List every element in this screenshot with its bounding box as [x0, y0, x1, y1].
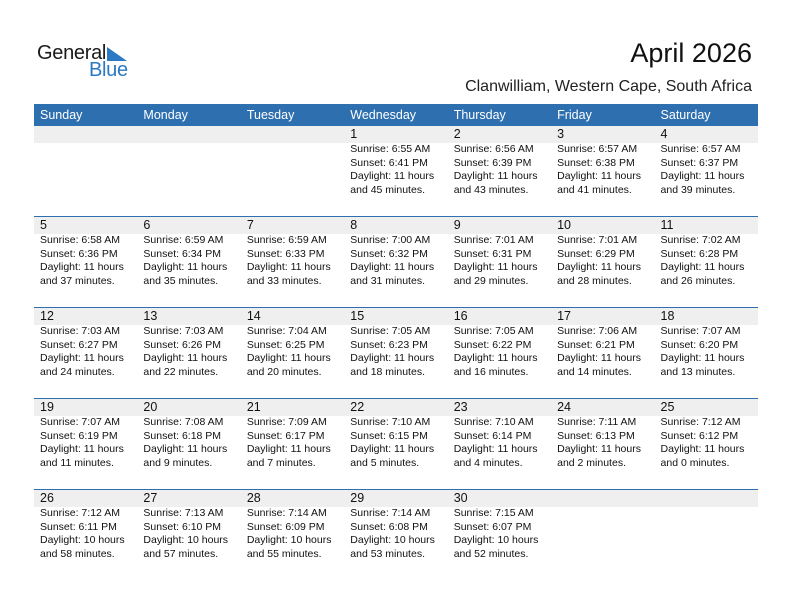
weekday-header-monday: Monday — [143, 108, 188, 122]
daylight-text: Daylight: 11 hours — [350, 352, 435, 364]
day-number: 6 — [143, 218, 151, 232]
daylight-text: Daylight: 11 hours — [143, 443, 228, 455]
daylight-text: Daylight: 11 hours — [453, 261, 538, 273]
day-number — [557, 490, 654, 507]
daylight-text: Daylight: 11 hours — [246, 352, 331, 364]
minutes-text: and 26 minutes. — [660, 274, 736, 287]
location-subtitle: Clanwilliam, Western Cape, South Africa — [465, 78, 752, 95]
sunrise-text: Sunrise: 7:07 AM — [40, 416, 120, 428]
daylight-text: Daylight: 10 hours — [246, 534, 332, 546]
minutes-text: and 29 minutes. — [453, 274, 529, 287]
minutes-text: and 22 minutes. — [143, 365, 219, 378]
sunrise-text: Sunrise: 7:12 AM — [40, 507, 120, 519]
sunrise-text: Sunrise: 6:56 AM — [453, 143, 534, 155]
minutes-text: and 45 minutes. — [350, 183, 425, 196]
minutes-text: and 35 minutes. — [143, 274, 219, 287]
sunset-text: Sunset: 6:14 PM — [453, 429, 532, 442]
day-number: 10 — [557, 218, 572, 232]
day-cell — [137, 217, 240, 288]
minutes-text: and 20 minutes. — [246, 365, 322, 378]
day-cell — [344, 126, 447, 197]
minutes-text: and 39 minutes. — [660, 183, 736, 196]
day-number: 28 — [246, 491, 261, 505]
sunset-text: Sunset: 6:28 PM — [660, 247, 739, 260]
daylight-text: Daylight: 11 hours — [246, 261, 331, 273]
day-cell — [137, 308, 240, 379]
day-cell — [344, 217, 447, 288]
minutes-text: and 7 minutes. — [246, 456, 316, 469]
day-cell — [655, 490, 758, 561]
sunset-text: Sunset: 6:08 PM — [350, 520, 428, 533]
daylight-text: Daylight: 10 hours — [143, 534, 229, 546]
sunrise-text: Sunrise: 7:03 AM — [40, 325, 120, 337]
daylight-text: Daylight: 10 hours — [453, 534, 539, 546]
day-cell — [137, 126, 240, 197]
sunrise-text: Sunrise: 6:59 AM — [246, 234, 327, 246]
day-number: 3 — [557, 127, 565, 141]
daylight-text: Daylight: 11 hours — [453, 443, 538, 455]
daylight-text: Daylight: 11 hours — [660, 261, 745, 273]
sunrise-text: Sunrise: 7:09 AM — [246, 416, 327, 428]
sunrise-text: Sunrise: 7:05 AM — [350, 325, 431, 337]
weekday-header-saturday: Saturday — [660, 108, 711, 122]
day-cell — [344, 399, 447, 470]
day-cell — [551, 308, 654, 379]
daylight-text: Daylight: 11 hours — [40, 443, 124, 455]
day-cell — [655, 399, 758, 470]
week-row — [34, 307, 758, 398]
sunrise-text: Sunrise: 6:58 AM — [40, 234, 120, 246]
sunrise-text: Sunrise: 6:59 AM — [143, 234, 224, 246]
sunset-text: Sunset: 6:41 PM — [350, 156, 428, 169]
day-cell — [448, 399, 551, 470]
minutes-text: and 0 minutes. — [660, 456, 730, 469]
minutes-text: and 14 minutes. — [557, 365, 632, 378]
sunset-text: Sunset: 6:34 PM — [143, 247, 222, 260]
sunrise-text: Sunrise: 6:57 AM — [557, 143, 638, 155]
sunset-text: Sunset: 6:09 PM — [246, 520, 325, 533]
minutes-text: and 28 minutes. — [557, 274, 632, 287]
daylight-text: Daylight: 11 hours — [557, 352, 641, 364]
minutes-text: and 18 minutes. — [350, 365, 425, 378]
minutes-text: and 57 minutes. — [143, 547, 219, 560]
week-row — [34, 489, 758, 580]
sunset-text: Sunset: 6:11 PM — [40, 520, 117, 533]
day-number: 5 — [40, 218, 47, 232]
day-cell — [551, 399, 654, 470]
daylight-text: Daylight: 11 hours — [660, 352, 745, 364]
minutes-text: and 58 minutes. — [40, 547, 115, 560]
minutes-text: and 2 minutes. — [557, 456, 626, 469]
sunrise-text: Sunrise: 7:07 AM — [660, 325, 741, 337]
sunrise-text: Sunrise: 7:00 AM — [350, 234, 431, 246]
day-number: 17 — [557, 309, 572, 323]
minutes-text: and 9 minutes. — [143, 456, 213, 469]
minutes-text: and 53 minutes. — [350, 547, 425, 560]
week-row — [34, 398, 758, 489]
sunset-text: Sunset: 6:12 PM — [660, 429, 739, 442]
calendar-grid — [34, 104, 758, 580]
minutes-text: and 41 minutes. — [557, 183, 632, 196]
week-row — [34, 216, 758, 307]
sunset-text: Sunset: 6:26 PM — [143, 338, 222, 351]
sunset-text: Sunset: 6:07 PM — [453, 520, 532, 533]
sunset-text: Sunset: 6:20 PM — [660, 338, 739, 351]
day-cell — [34, 308, 137, 379]
day-number: 7 — [246, 218, 254, 232]
sunset-text: Sunset: 6:22 PM — [453, 338, 532, 351]
calendar-weeks — [34, 126, 758, 580]
day-number: 18 — [660, 309, 675, 323]
daylight-text: Daylight: 11 hours — [143, 352, 228, 364]
minutes-text: and 52 minutes. — [453, 547, 529, 560]
minutes-text: and 33 minutes. — [246, 274, 322, 287]
day-cell — [551, 126, 654, 197]
day-number: 4 — [660, 127, 668, 141]
day-cell — [34, 217, 137, 288]
sunset-text: Sunset: 6:39 PM — [453, 156, 532, 169]
day-number: 21 — [246, 400, 261, 414]
day-cell — [241, 490, 344, 561]
day-number: 2 — [453, 127, 461, 141]
weekday-header-sunday: Sunday — [40, 108, 83, 122]
day-number: 9 — [453, 218, 461, 232]
weekday-header-friday: Friday — [557, 108, 592, 122]
day-cell — [448, 217, 551, 288]
day-cell — [655, 308, 758, 379]
minutes-text: and 4 minutes. — [453, 456, 523, 469]
minutes-text: and 43 minutes. — [453, 183, 529, 196]
minutes-text: and 24 minutes. — [40, 365, 115, 378]
day-cell — [344, 490, 447, 561]
sunrise-text: Sunrise: 7:05 AM — [453, 325, 534, 337]
day-number — [143, 126, 240, 143]
day-number: 8 — [350, 218, 358, 232]
daylight-text: Daylight: 11 hours — [40, 261, 124, 273]
daylight-text: Daylight: 11 hours — [350, 170, 435, 182]
weekday-header-tuesday: Tuesday — [246, 108, 295, 122]
day-number: 1 — [350, 127, 358, 141]
day-number: 16 — [453, 309, 468, 323]
day-number: 27 — [143, 491, 158, 505]
sunset-text: Sunset: 6:10 PM — [143, 520, 222, 533]
day-number: 24 — [557, 400, 572, 414]
page-title: April 2026 — [630, 38, 752, 68]
day-number — [247, 126, 344, 143]
day-cell — [34, 490, 137, 561]
day-cell — [448, 126, 551, 197]
sunset-text: Sunset: 6:36 PM — [40, 247, 118, 260]
daylight-text: Daylight: 11 hours — [660, 170, 745, 182]
daylight-text: Daylight: 11 hours — [350, 443, 435, 455]
minutes-text: and 16 minutes. — [453, 365, 529, 378]
day-cell — [551, 490, 654, 561]
day-number: 29 — [350, 491, 365, 505]
sunset-text: Sunset: 6:33 PM — [246, 247, 325, 260]
day-cell — [655, 217, 758, 288]
week-row — [34, 126, 758, 216]
sunset-text: Sunset: 6:29 PM — [557, 247, 635, 260]
sunset-text: Sunset: 6:18 PM — [143, 429, 222, 442]
sunset-text: Sunset: 6:17 PM — [246, 429, 325, 442]
daylight-text: Daylight: 11 hours — [350, 261, 435, 273]
day-number: 22 — [350, 400, 365, 414]
day-number: 14 — [246, 309, 261, 323]
sunset-text: Sunset: 6:15 PM — [350, 429, 428, 442]
sunrise-text: Sunrise: 7:03 AM — [143, 325, 224, 337]
day-cell — [344, 308, 447, 379]
day-cell — [241, 399, 344, 470]
weekday-header-wednesday: Wednesday — [350, 108, 417, 122]
day-cell — [34, 126, 137, 197]
sunrise-text: Sunrise: 7:02 AM — [660, 234, 741, 246]
sunrise-text: Sunrise: 7:13 AM — [143, 507, 224, 519]
minutes-text: and 31 minutes. — [350, 274, 425, 287]
day-cell — [241, 217, 344, 288]
sunrise-text: Sunrise: 7:10 AM — [453, 416, 534, 428]
sunrise-text: Sunrise: 7:14 AM — [246, 507, 327, 519]
weekday-header-thursday: Thursday — [453, 108, 506, 122]
day-number: 23 — [453, 400, 468, 414]
sunrise-text: Sunrise: 7:10 AM — [350, 416, 431, 428]
daylight-text: Daylight: 10 hours — [350, 534, 435, 546]
weekday-header-row — [34, 104, 758, 126]
minutes-text: and 13 minutes. — [660, 365, 736, 378]
sunset-text: Sunset: 6:38 PM — [557, 156, 635, 169]
day-number: 25 — [660, 400, 675, 414]
daylight-text: Daylight: 11 hours — [453, 170, 538, 182]
sunset-text: Sunset: 6:25 PM — [246, 338, 325, 351]
day-number — [661, 490, 758, 507]
sunset-text: Sunset: 6:31 PM — [453, 247, 532, 260]
logo-text-general: General — [37, 42, 107, 64]
day-number: 12 — [40, 309, 54, 323]
sunrise-text: Sunrise: 7:04 AM — [246, 325, 327, 337]
day-cell — [241, 308, 344, 379]
day-number: 20 — [143, 400, 158, 414]
sunrise-text: Sunrise: 7:06 AM — [557, 325, 638, 337]
day-cell — [137, 399, 240, 470]
daylight-text: Daylight: 10 hours — [40, 534, 125, 546]
logo-text-blue: Blue — [89, 59, 128, 81]
sunset-text: Sunset: 6:23 PM — [350, 338, 428, 351]
sunrise-text: Sunrise: 7:01 AM — [557, 234, 638, 246]
minutes-text: and 37 minutes. — [40, 274, 115, 287]
sunrise-text: Sunrise: 7:12 AM — [660, 416, 741, 428]
sunset-text: Sunset: 6:32 PM — [350, 247, 428, 260]
day-cell — [551, 217, 654, 288]
sunrise-text: Sunrise: 6:57 AM — [660, 143, 741, 155]
sunset-text: Sunset: 6:37 PM — [660, 156, 739, 169]
day-number: 11 — [660, 218, 674, 232]
daylight-text: Daylight: 11 hours — [40, 352, 124, 364]
day-cell — [448, 490, 551, 561]
day-number: 26 — [40, 491, 54, 505]
daylight-text: Daylight: 11 hours — [143, 261, 228, 273]
day-number: 30 — [453, 491, 468, 505]
sunset-text: Sunset: 6:19 PM — [40, 429, 118, 442]
day-cell — [448, 308, 551, 379]
day-number: 13 — [143, 309, 158, 323]
day-number: 15 — [350, 309, 365, 323]
daylight-text: Daylight: 11 hours — [660, 443, 745, 455]
sunrise-text: Sunrise: 7:08 AM — [143, 416, 224, 428]
day-number: 19 — [40, 400, 54, 414]
daylight-text: Daylight: 11 hours — [557, 443, 641, 455]
sunset-text: Sunset: 6:21 PM — [557, 338, 635, 351]
sunset-text: Sunset: 6:13 PM — [557, 429, 635, 442]
daylight-text: Daylight: 11 hours — [557, 261, 641, 273]
day-cell — [655, 126, 758, 197]
daylight-text: Daylight: 11 hours — [246, 443, 331, 455]
daylight-text: Daylight: 11 hours — [557, 170, 641, 182]
logo — [37, 42, 137, 82]
sunrise-text: Sunrise: 7:11 AM — [557, 416, 637, 428]
daylight-text: Daylight: 11 hours — [453, 352, 538, 364]
sunrise-text: Sunrise: 7:14 AM — [350, 507, 431, 519]
sunrise-text: Sunrise: 7:15 AM — [453, 507, 534, 519]
day-cell — [137, 490, 240, 561]
day-cell — [241, 126, 344, 197]
sunrise-text: Sunrise: 6:55 AM — [350, 143, 431, 155]
day-cell — [34, 399, 137, 470]
minutes-text: and 55 minutes. — [246, 547, 322, 560]
day-number — [40, 126, 137, 143]
minutes-text: and 11 minutes. — [40, 456, 114, 469]
minutes-text: and 5 minutes. — [350, 456, 420, 469]
sunrise-text: Sunrise: 7:01 AM — [453, 234, 534, 246]
sunset-text: Sunset: 6:27 PM — [40, 338, 118, 351]
